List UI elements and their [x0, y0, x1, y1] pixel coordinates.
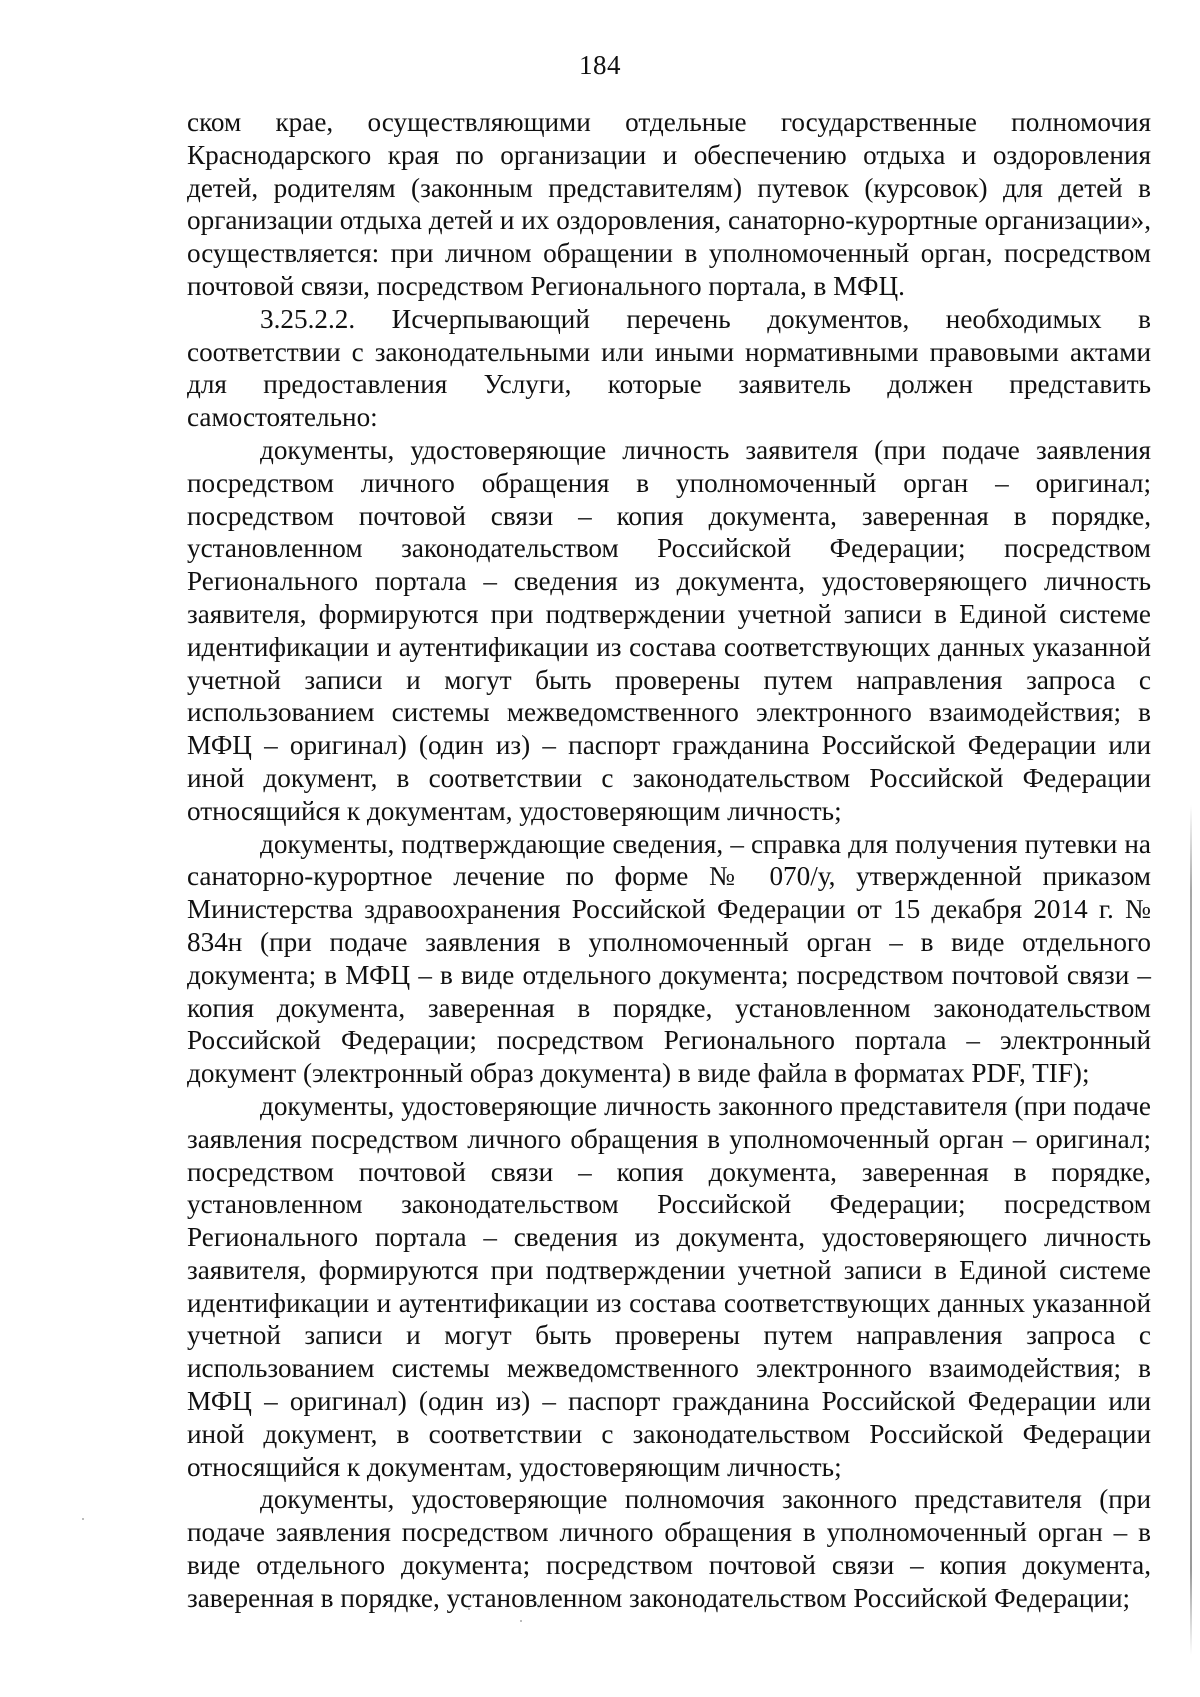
- document-body: [187, 106, 1151, 1615]
- scan-edge-line: [1190, 805, 1192, 1655]
- paragraph-representative-authority-documents: документы, удостоверяющие полномочия законного представителя (при подаче заявления посредством личного обращения в уполномоченный орган – в виде отдельного документа; посредством почтовой связи – копия документа, заверенная в порядке, установленном законодательством Российской Федерации;: [187, 1484, 1151, 1613]
- paragraph-section-3-25-2-2: 3.25.2.2. Исчерпывающий перечень документов, необходимых в соответствии с законодательными или иными нормативными правовыми актами для предоставления Услуги, которые заявитель должен представить самостоятельно:: [187, 303, 1151, 433]
- paragraph-representative-identity-documents: документы, удостоверяющие личность законного представителя (при подаче заявления посредством личного обращения в уполномоченный орган – оригинал; посредством почтовой связи – копия документа, заверенная в порядке, установленном законодательством Российской Федерации; посредством Регионального портала – сведения из документа, удостоверяющего личность заявителя, формируются при подтверждении учетной записи в Единой системе идентификации и аутентификации из состава соответствующих данных указанной учетной записи и могут быть проверены путем направления запроса с использованием системы межведомственного электронного взаимодействия; в МФЦ – оригинал) (один из) – паспорт гражданина Российской Федерации или иной документ, в соответствии с законодательством Российской Федерации относящийся к документам, удостоверяющим личность;: [187, 1090, 1151, 1482]
- scan-speck: [468, 1608, 470, 1610]
- scan-speck: [520, 1620, 522, 1622]
- paragraph-confirming-documents: документы, подтверждающие сведения, – справка для получения путевки на санаторно-курортное лечение по форме № 070/у, утвержденной приказом Министерства здравоохранения Российской Федерации от 15 декабря 2014 г. № 834н (при подаче заявления в уполномоченный орган – в виде отдельного документа; в МФЦ – в виде отдельного документа; посредством почтовой связи – копия документа, заверенная в порядке, установленном законодательством Российской Федерации; посредством Регионального портала – электронный документ (электронный образ документа) в виде файла в форматах PDF, TIF);: [187, 828, 1151, 1089]
- paragraph-continuation: ском крае, осуществляющими отдельные государственные полномочия Краснодарского края по организации и обеспечению отдыха и оздоровления детей, родителям (законным представителям) путевок (курсовок) для детей в организации отдыха детей и их оздоровления, санаторно-курортные организации», осуществляется: при личном обращении в уполномоченный орган, посредством почтовой связи, посредством Регионального портала, в МФЦ.: [187, 107, 1151, 301]
- page-number: 184: [579, 50, 621, 80]
- scan-speck: [82, 1518, 84, 1520]
- paragraph-applicant-identity-documents: документы, удостоверяющие личность заявителя (при подаче заявления посредством личного обращения в уполномоченный орган – оригинал; посредством почтовой связи – копия документа, заверенная в порядке, установленном законодательством Российской Федерации; посредством Регионального портала – сведения из документа, удостоверяющего личность заявителя, формируются при подтверждении учетной записи в Единой системе идентификации и аутентификации из состава соответствующих данных указанной учетной записи и могут быть проверены путем направления запроса с использованием системы межведомственного электронного взаимодействия; в МФЦ – оригинал) (один из) – паспорт гражданина Российской Федерации или иной документ, в соответствии с законодательством Российской Федерации относящийся к документам, удостоверяющим личность;: [187, 434, 1151, 826]
